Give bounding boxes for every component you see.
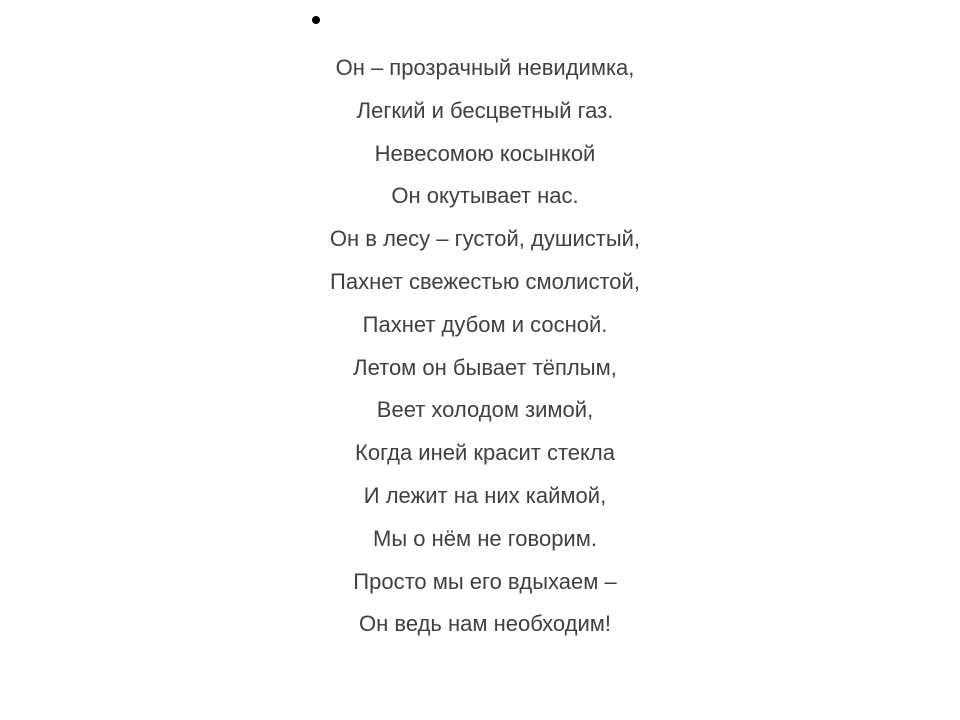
poem-line: Когда иней красит стекла: [355, 440, 615, 466]
poem-line: Легкий и бесцветный газ.: [356, 97, 614, 123]
poem-line: Просто мы его вдыхаем –: [353, 568, 617, 594]
poem-line: Пахнет дубом и сосной.: [362, 311, 608, 337]
poem-line: Он – прозрачный невидимка,: [335, 55, 635, 80]
poem-line: Он окутывает нас.: [391, 183, 579, 209]
poem-line: Невесомою косынкой: [374, 140, 596, 166]
poem-line: Пахнет свежестью смолистой,: [330, 268, 640, 294]
bullet-icon: [312, 16, 320, 24]
poem-line: Он в лесу – густой, душистый,: [329, 226, 641, 252]
poem-line: Веет холодом зимой,: [376, 397, 594, 423]
poem-line: Летом он бывает тёплым,: [353, 354, 617, 380]
poem-text-block[interactable]: [0, 47, 960, 646]
poem-line: И лежит на них каймой,: [363, 482, 607, 508]
poem-line: Он ведь нам необходим!: [359, 611, 611, 637]
poem-line: Мы о нём не говорим.: [373, 525, 597, 551]
